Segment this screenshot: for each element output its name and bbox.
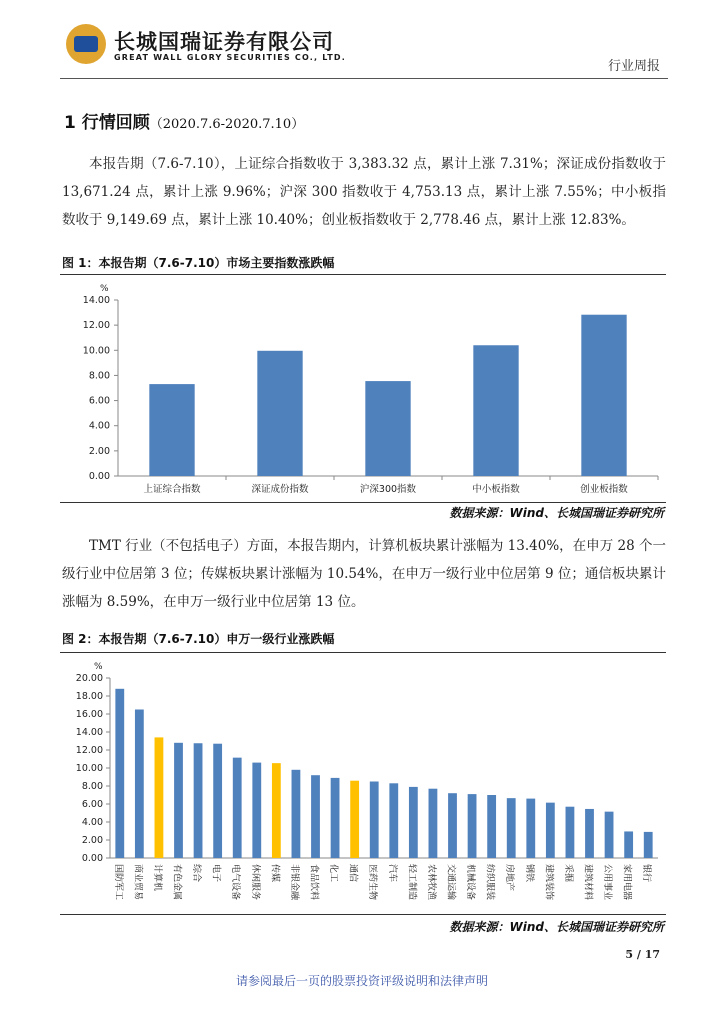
figure-2-source: 数据来源：Wind、长城国瑞证券研究所 [449,920,664,934]
chart-2-y-tick-label: 2.00 [81,835,103,846]
chart-2-x-tick-label: 传媒 [269,864,280,883]
chart-2-y-tick-label: 6.00 [81,799,103,810]
chart-2-bar [292,770,301,858]
chart-1-x-tick-label: 沪深300指数 [359,484,417,495]
section-title [64,108,304,133]
chart-1-y-tick-label: 4.00 [88,420,110,432]
chart-1-y-tick-label: 14.00 [82,295,110,306]
chart-2-y-tick-label: 0.00 [81,853,103,864]
chart-2-x-tick-label: 通信 [347,864,358,883]
report-type: 行业周报 [607,59,660,74]
chart-2-bar [605,812,614,858]
chart-2-x-tick-label: 建筑材料 [582,864,593,901]
chart-2-x-tick-label: 国防军工 [112,864,123,901]
chart-2-y-tick-label: 18.00 [75,691,103,702]
chart-2-svg [60,656,666,912]
chart-2-bar [409,787,418,858]
chart-2-x-tick-label: 综合 [191,864,202,883]
figure-2-top-rule [60,652,666,653]
chart-2-x-tick-label: 有色金属 [171,864,182,901]
chart-1-x-tick-label: 深证成份指数 [251,484,309,495]
chart-1-bar [581,315,626,476]
chart-2-x-tick-label: 电子 [210,864,221,883]
chart-2-bar [429,789,438,858]
chart-2-y-tick-label: 20.00 [75,673,103,684]
paragraph-market-review: 本报告期（7.6-7.10），上证综合指数收于 3,383.32 点，累计上涨 7.31%；深证成份指数收于 13,671.24 点，累计上涨 9.96%；沪深 300 指数收于 4,753.13 点，累计上涨 7.55%；中小板指数收于 9,149.69 点，累计上涨 10.40%；创业板指数收于 2,778.46 点，累计上涨 12.83%。 [62,156,666,228]
chart-2-x-tick-label: 交通运输 [445,864,456,901]
chart-2-x-tick-label: 公用事业 [602,864,613,901]
chart-2-bar [624,831,633,858]
chart-2-bar [526,799,535,858]
chart-2-x-tick-label: 农林牧渔 [425,864,436,901]
chart-2-y-tick-label: 12.00 [75,745,103,756]
chart-2-x-tick-label: 化工 [328,864,339,883]
chart-2-bar [546,803,555,858]
figure-2-bottom-rule [60,914,666,915]
chart-2-bar [468,794,477,858]
chart-2-bar [155,737,164,858]
chart-2-bar [644,832,653,858]
chart-2-x-tick-label: 家用电器 [621,864,632,901]
chart-2-y-tick-label: 4.00 [81,817,103,828]
chart-2-x-tick-label: 商业贸易 [132,864,143,901]
chart-2-bar [233,758,242,858]
chart-2-x-tick-label: 休闲服务 [249,864,260,901]
figure-1-bottom-rule [60,502,666,503]
chart-1-bar [257,351,302,476]
section-date-range: （2020.7.6-2020.7.10） [149,117,305,132]
page-number: 5 / 17 [625,948,660,961]
chart-2-bar [252,763,261,858]
chart-2-x-tick-label: 机械设备 [465,864,476,901]
chart-1-y-tick-label: 2.00 [88,445,110,457]
chart-2-bar [448,793,457,858]
chart-1-y-tick-label: 12.00 [82,320,110,332]
chart-2-x-tick-label: 医药生物 [367,864,378,901]
chart-2-x-tick-label: 房地产 [504,864,515,892]
chart-1-x-tick-label: 上证综合指数 [143,484,201,495]
chart-2-x-tick-label: 汽车 [386,864,397,883]
chart-2-bar [194,743,203,858]
chart-1-y-tick-label: 8.00 [88,370,110,382]
chart-2-y-tick-label: 8.00 [81,781,103,792]
chart-2-y-tick-label: 10.00 [75,763,103,774]
chart-2-bar [566,807,575,858]
chart-2-x-tick-label: 钢铁 [523,864,534,883]
chart-2-bar [331,778,340,858]
chart-1-y-tick-label: 10.00 [82,345,110,357]
chart-1-x-tick-label: 创业板指数 [580,484,628,495]
chart-2-bar [135,710,144,859]
paragraph-tmt: TMT 行业（不包括电子）方面，本报告期内，计算机板块累计涨幅为 13.40%，在申万 28 个一级行业中位居第 3 位；传媒板块累计涨幅为 10.54%，在申万一级行业中位居第 9 位；通信板块累计涨幅为 8.59%，在申万一级行业中位居第 13 位。 [62,538,666,610]
chart-2-x-tick-label: 纺织服装 [484,864,495,901]
chart-1-y-tick-label: 6.00 [88,395,110,407]
chart-2-bar [115,689,124,858]
chart-2-bar [311,775,320,858]
chart-2-bar [213,744,222,858]
chart-1-bar [473,345,518,476]
chart-2-y-tick-label: 14.00 [75,727,103,738]
figure-1-caption: 图 1：本报告期（7.6-7.10）市场主要指数涨跌幅 [62,256,335,270]
company-name-en: GREAT WALL GLORY SECURITIES CO., LTD. [114,53,346,62]
chart-1-bar [149,384,194,476]
chart-2-bar [507,798,516,858]
chart-2-bar [389,783,398,858]
chart-2-x-tick-label: 计算机 [151,864,162,892]
chart-2-x-tick-label: 采掘 [562,864,573,883]
chart-2-x-tick-label: 轻工制造 [406,864,417,901]
chart-1-x-tick-label: 中小板指数 [472,484,520,495]
chart-2-x-tick-label: 电气设备 [230,864,241,901]
chart-1-unit-label: % [100,284,109,294]
section-number-title: 1 行情回顾 [64,113,150,133]
chart-2-bar [174,743,183,858]
chart-2-x-tick-label: 银行 [641,864,652,883]
figure-2-caption: 图 2：本报告期（7.6-7.10）申万一级行业涨跌幅 [62,632,335,646]
chart-2-bar [350,781,359,858]
chart-2-y-tick-label: 16.00 [75,709,103,720]
chart-2-bar [585,809,594,858]
chart-2-x-tick-label: 食品饮料 [308,864,319,901]
chart-2-bar [370,782,379,859]
chart-2-unit-label: % [94,662,103,672]
chart-2-bar [487,795,496,858]
chart-2-bar [272,763,281,858]
figure-1-source: 数据来源：Wind、长城国瑞证券研究所 [449,506,664,520]
company-logo-icon [66,24,106,64]
chart-1-svg [60,278,666,500]
chart-1-y-tick-label: 0.00 [88,471,110,482]
footer-disclaimer: 请参阅最后一页的股票投资评级说明和法律声明 [235,974,488,988]
header-divider [60,78,668,79]
figure-1-top-rule [60,274,666,275]
company-name-cn: 长城国瑞证券有限公司 [114,30,334,54]
chart-2-x-tick-label: 非银金融 [288,864,299,901]
chart-1-bar [365,381,410,476]
chart-2-x-tick-label: 建筑装饰 [543,864,554,901]
